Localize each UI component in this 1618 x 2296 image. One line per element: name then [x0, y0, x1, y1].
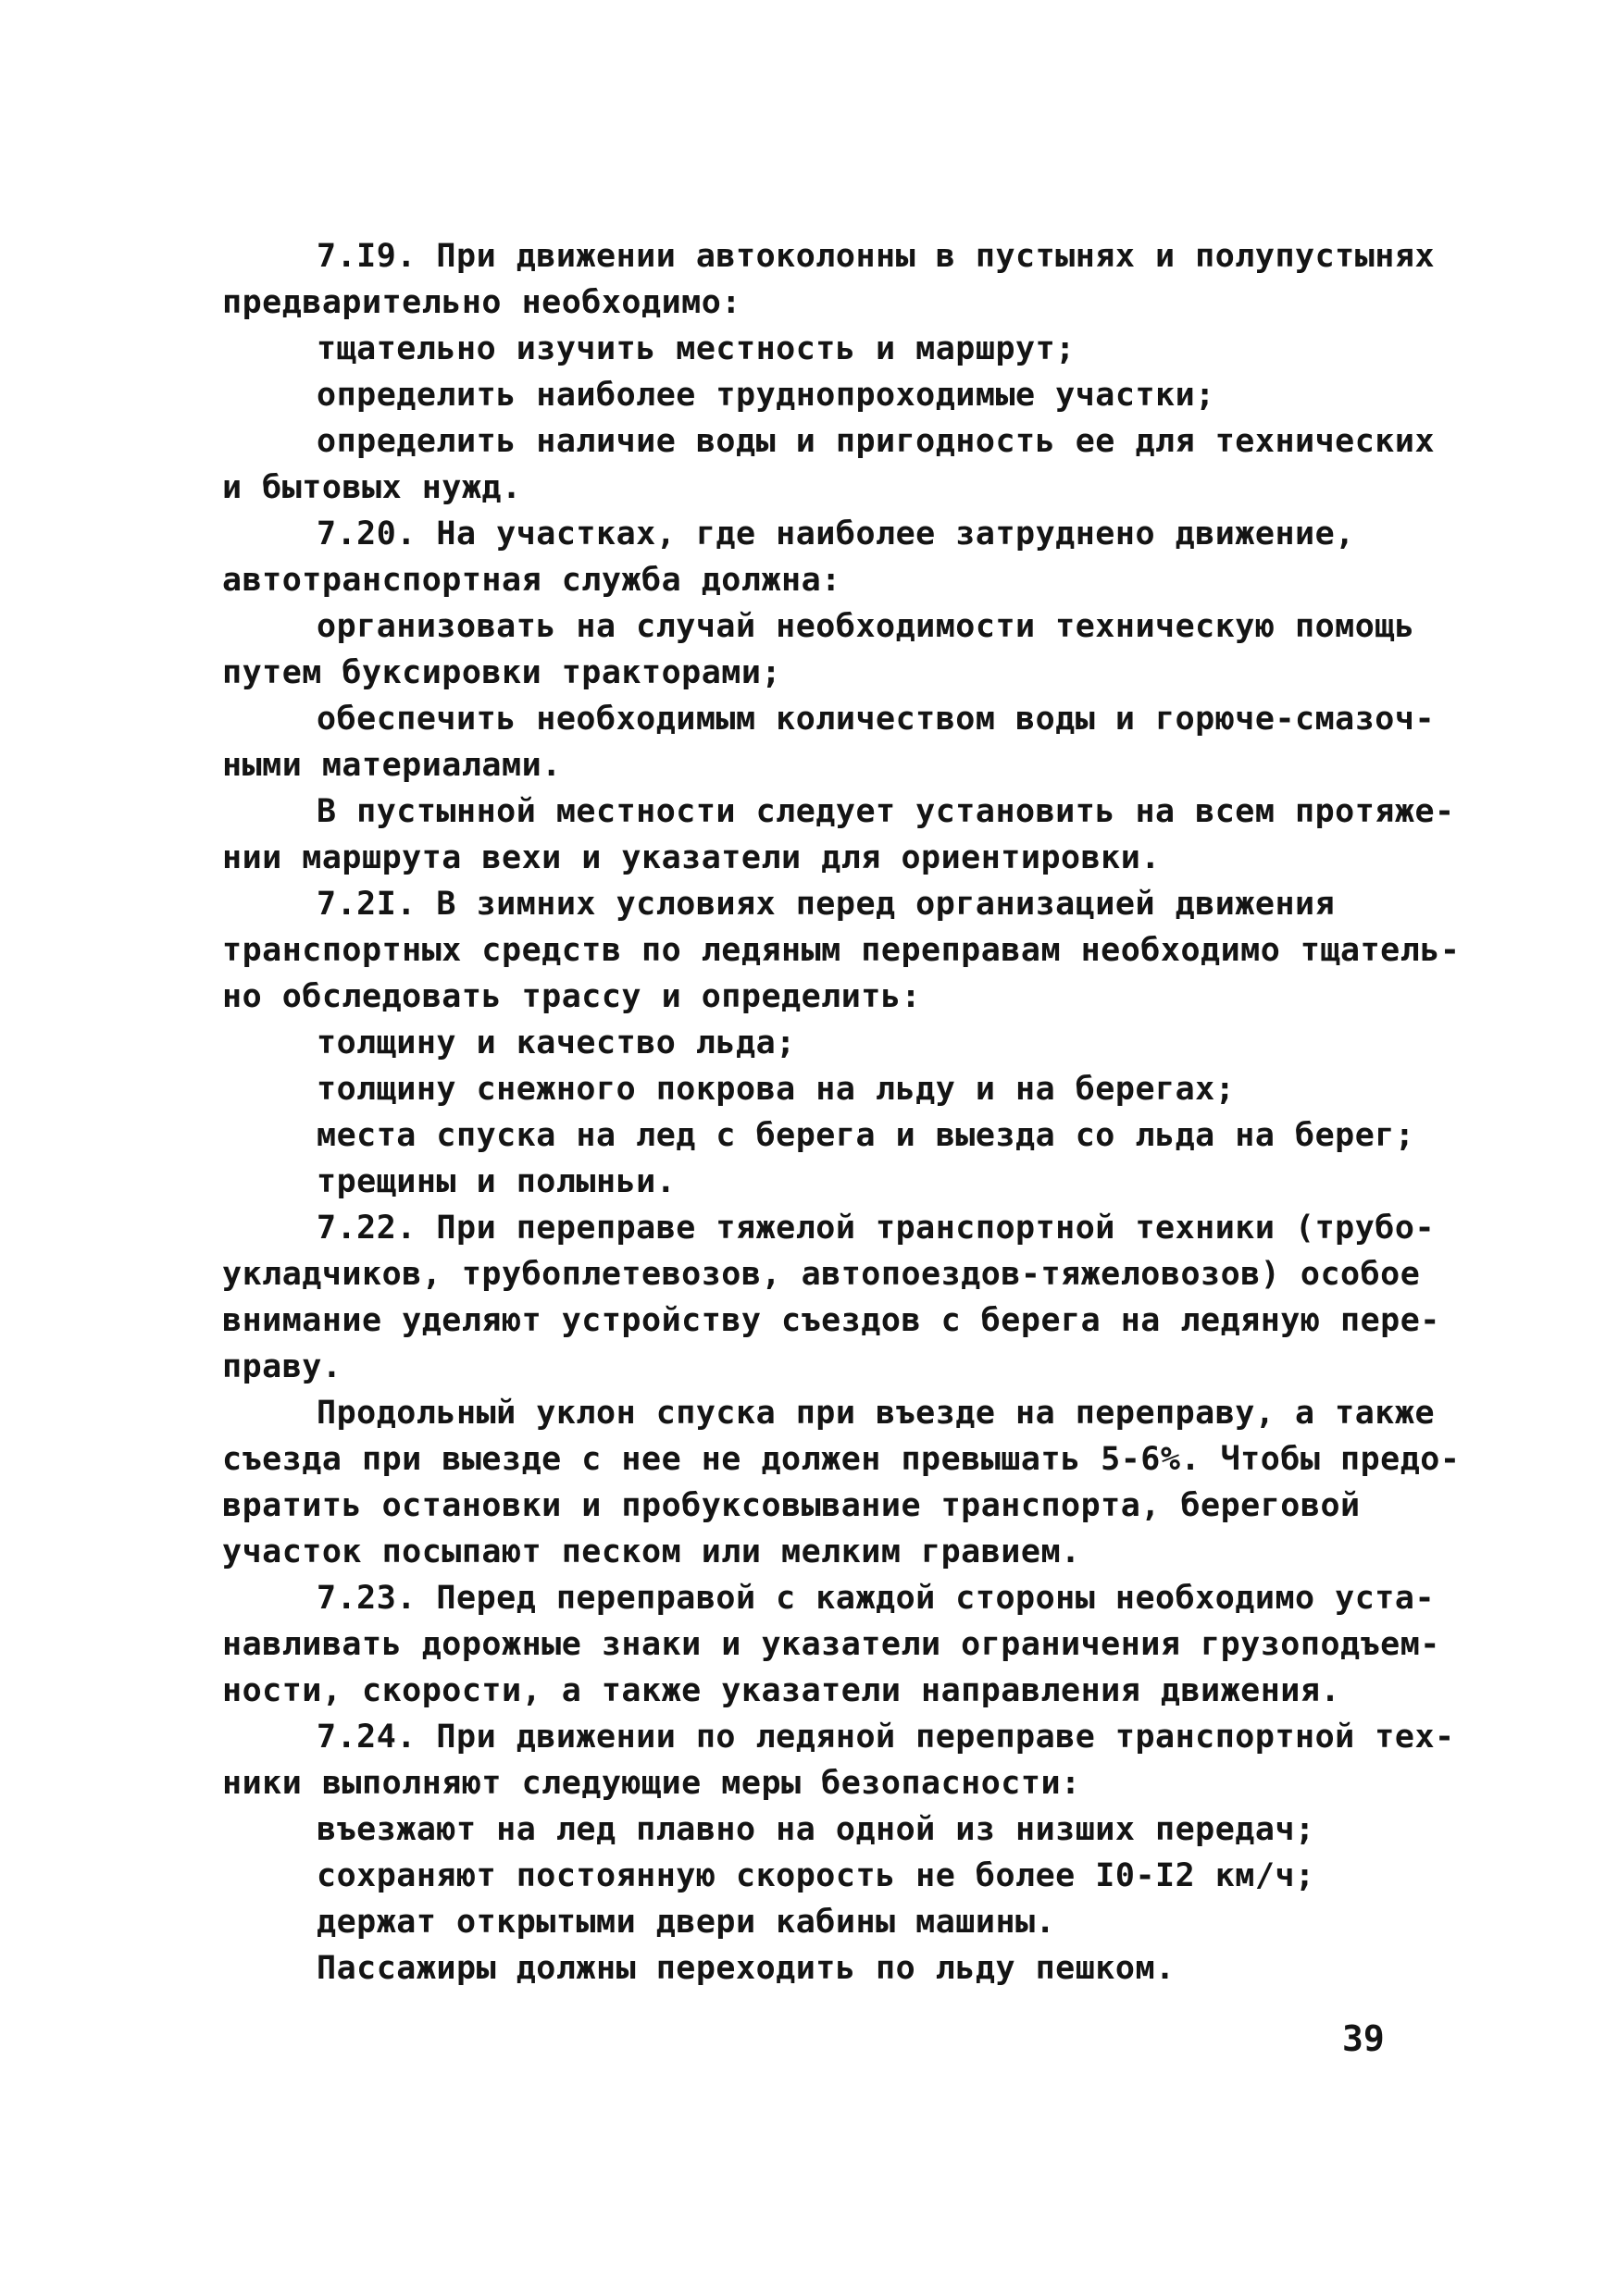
line-12: ными материалами. — [222, 747, 562, 784]
line-13: В пустынной местности следует установить на всем протяже- — [317, 793, 1455, 830]
line-3: тщательно изучить местность и маршрут; — [317, 330, 1076, 367]
line-6: и бытовых нужд. — [222, 469, 522, 506]
line-24: внимание уделяют устройству съездов с берега на ледяную пере- — [222, 1302, 1440, 1339]
line-37: держат открытыми двери кабины машины. — [317, 1904, 1056, 1941]
line-29: участок посыпают песком или мелким гравием. — [222, 1533, 1081, 1570]
line-31: навливать дорожные знаки и указатели ограничения грузоподъем- — [222, 1626, 1440, 1663]
line-16: транспортных средств по ледяным переправам необходимо тщатель- — [222, 932, 1461, 969]
line-38: Пассажиры должны переходить по льду пешком. — [317, 1950, 1176, 1987]
line-2: предварительно необходимо: — [222, 284, 741, 321]
line-30: 7.23. Перед переправой с каждой стороны необходимо уста- — [317, 1580, 1436, 1617]
line-4: определить наиболее труднопроходимые участки; — [317, 377, 1215, 414]
line-20: места спуска на лед с берега и выезда со льда на берег; — [317, 1117, 1415, 1154]
line-5: определить наличие воды и пригодность ее для технических — [317, 423, 1436, 460]
line-23: укладчиков, трубоплетевозов, автопоездов-тяжеловозов) особое — [222, 1256, 1421, 1293]
line-25: праву. — [222, 1348, 342, 1385]
line-18: толщину и качество льда; — [317, 1024, 796, 1061]
line-11: обеспечить необходимым количеством воды и горюче-смазоч- — [317, 701, 1436, 738]
line-34: ники выполняют следующие меры безопасности: — [222, 1765, 1081, 1802]
line-8: автотранспортная служба должна: — [222, 562, 841, 599]
line-1: 7.I9. При движении автоколонны в пустынях и полупустынях — [317, 238, 1436, 275]
page-number: 39 — [1342, 2018, 1385, 2059]
line-28: вратить остановки и пробуксовывание транспорта, береговой — [222, 1487, 1361, 1524]
body-text — [222, 233, 1461, 1992]
line-32: ности, скорости, а также указатели направления движения. — [222, 1672, 1341, 1709]
line-26: Продольный уклон спуска при въезде на переправу, а также — [317, 1395, 1436, 1432]
line-33: 7.24. При движении по ледяной переправе транспортной тех- — [317, 1719, 1455, 1756]
line-10: путем буксировки тракторами; — [222, 654, 782, 691]
line-9: организовать на случай необходимости техническую помощь — [317, 608, 1415, 645]
line-36: сохраняют постоянную скорость не более I0-I2 км/ч; — [317, 1857, 1315, 1894]
line-15: 7.2I. В зимних условиях перед организацией движения — [317, 886, 1336, 923]
line-14: нии маршрута вехи и указатели для ориентировки. — [222, 839, 1161, 876]
line-21: трещины и полыньи. — [317, 1163, 677, 1200]
line-27: съезда при выезде с нее не должен превышать 5-6%. Чтобы предо- — [222, 1441, 1461, 1478]
line-7: 7.20. На участках, где наиболее затруднено движение, — [317, 515, 1355, 552]
line-19: толщину снежного покрова на льду и на берегах; — [317, 1071, 1236, 1108]
line-35: въезжают на лед плавно на одной из низших передач; — [317, 1811, 1315, 1848]
line-17: но обследовать трассу и определить: — [222, 978, 922, 1015]
line-22: 7.22. При переправе тяжелой транспортной техники (трубо- — [317, 1210, 1436, 1247]
